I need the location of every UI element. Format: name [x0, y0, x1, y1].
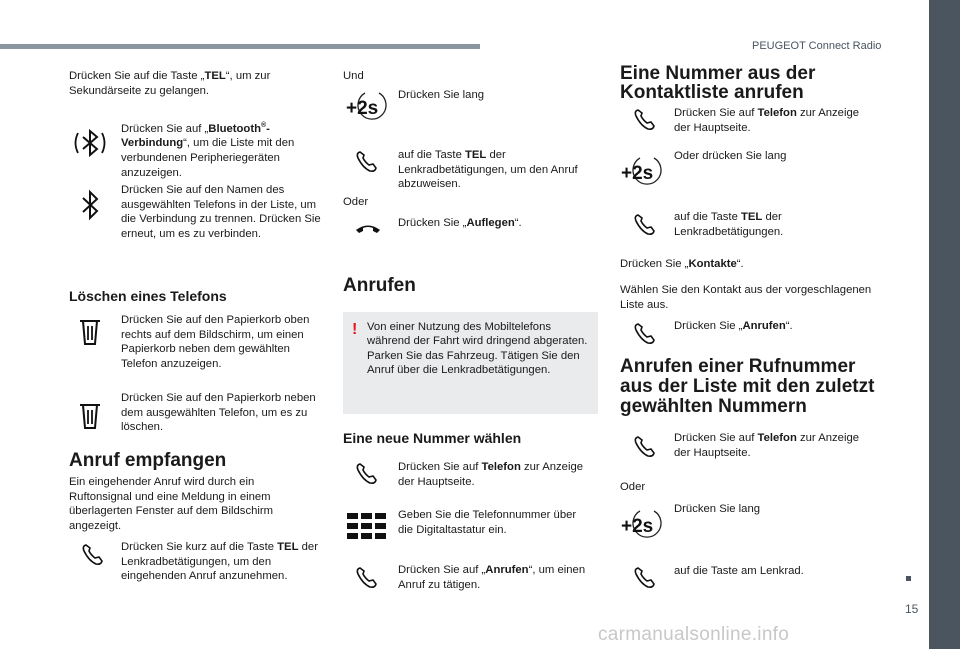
phone-handset-icon — [633, 565, 657, 589]
long-press-text: Drücken Sie lang — [398, 89, 485, 101]
recent-oder: Oder — [620, 481, 646, 493]
long-press-icon — [620, 155, 662, 187]
phone-handset-icon — [633, 434, 657, 458]
bluetooth-icon — [80, 188, 102, 222]
keypad-icon — [347, 513, 387, 540]
recent-step-3: auf die Taste am Lenkrad. — [674, 565, 804, 577]
new-number-step-3: Drücken Sie auf „Anrufen“, um einen Anruf zu tätigen. — [398, 564, 586, 591]
recent-step-2: Drücken Sie lang — [674, 503, 761, 515]
header-title: PEUGEOT Connect Radio — [752, 40, 882, 52]
recent-step-1: Drücken Sie auf Telefon zur Anzeige der Hauptseite. — [674, 432, 860, 459]
contacts-step-1: Drücken Sie auf Telefon zur Anzeige der Hauptseite. — [674, 107, 860, 134]
long-press-icon — [345, 90, 387, 122]
contacts-step-2: Oder drücken Sie lang — [674, 150, 787, 162]
watermark: carmanualsonline.info — [598, 624, 790, 645]
receive-call-text: Ein eingehender Anruf wird durch ein Ruftonsignal und eine Meldung in einem überlagerten Fenster auf dem Bildschirm angezeigt. — [69, 476, 274, 532]
continuation-mark — [906, 576, 911, 581]
warning-mark: ! — [352, 321, 358, 338]
page-side-bar — [929, 0, 960, 649]
long-press-label: +2s — [621, 163, 654, 184]
long-press-icon — [620, 508, 662, 540]
phone-handset-icon — [81, 542, 105, 566]
phone-handset-icon — [633, 212, 657, 236]
oder-label: Oder — [343, 196, 369, 208]
trash-delete-text: Drücken Sie auf den Papierkorb neben dem ausgewählten Telefon, um es zu löschen. — [121, 392, 316, 434]
header-rule — [0, 44, 480, 49]
trash-icon — [79, 402, 101, 430]
trash-icon — [79, 318, 101, 346]
section-title-new-number: Eine neue Nummer wählen — [343, 430, 522, 446]
new-number-step-2: Geben Sie die Telefonnummer über die Digitaltastatur ein. — [398, 509, 577, 536]
new-number-step-1: Drücken Sie auf Telefon zur Anzeige der Hauptseite. — [398, 461, 584, 488]
bluetooth-name-text: Drücken Sie auf den Namen des ausgewählten Telefons in der Liste, um die Verbindung zu trennen. Drücken Sie erneut, um es zu verbinden. — [121, 184, 321, 240]
contacts-step-3: auf die Taste TEL der Lenkradbetätigungen. — [674, 211, 784, 238]
und-label: Und — [343, 70, 364, 82]
hang-up-text: Drücken Sie „Auflegen“. — [398, 217, 522, 229]
warning-text: Von einer Nutzung des Mobiltelefons während der Fahrt wird dringend abgeraten. Parken Sie das Fahrzeug. Tätigen Sie den Anruf über die Lenkradbetätigungen. — [367, 321, 588, 377]
long-press-label: +2s — [621, 516, 654, 537]
section-title-recent-1: Anrufen einer Rufnummer — [620, 356, 856, 377]
reject-call-text: auf die Taste TEL der Lenkradbetätigungen, um den Anruf abzuweisen. — [398, 149, 578, 191]
section-title-receive-call: Anruf empfangen — [69, 450, 227, 471]
long-press-label: +2s — [346, 98, 379, 119]
section-title-delete-phone: Löschen eines Telefons — [69, 288, 227, 304]
section-title-contacts-2: Kontaktliste anrufen — [620, 82, 804, 103]
section-title-contacts-1: Eine Nummer aus der — [620, 63, 816, 84]
section-title-call: Anrufen — [343, 275, 416, 296]
hang-up-icon — [354, 221, 382, 235]
phone-handset-icon — [355, 149, 379, 173]
trash-top-text: Drücken Sie auf den Papierkorb oben rechts auf dem Bildschirm, um einen Papierkorb neben dem gewählten Telefon anzuzeigen. — [121, 314, 310, 370]
contacts-step-4: Drücken Sie „Kontakte“. — [620, 258, 744, 270]
bluetooth-connection-text: Drücken Sie auf „Bluetooth®-Verbindung“, um die Liste mit den verbundenen Peripheriegeräten anzuzeigen. — [121, 122, 295, 179]
phone-handset-icon — [633, 321, 657, 345]
phone-handset-icon — [355, 565, 379, 589]
phone-handset-icon — [355, 461, 379, 485]
contacts-step-6: Drücken Sie „Anrufen“. — [674, 320, 793, 332]
intro-text: Drücken Sie auf die Taste „TEL“, um zur Sekundärseite zu gelangen. — [69, 70, 271, 97]
phone-handset-icon — [633, 107, 657, 131]
section-title-recent-3: gewählten Nummern — [620, 396, 807, 417]
section-title-recent-2: aus der Liste mit den zuletzt — [620, 376, 875, 397]
page-number: 15 — [905, 602, 919, 616]
bluetooth-search-icon — [72, 124, 108, 162]
receive-call-step: Drücken Sie kurz auf die Taste TEL der Lenkradbetätigungen, um den eingehenden Anruf anzunehmen. — [121, 541, 318, 583]
contacts-step-5: Wählen Sie den Kontakt aus der vorgeschlagenen Liste aus. — [620, 284, 872, 311]
